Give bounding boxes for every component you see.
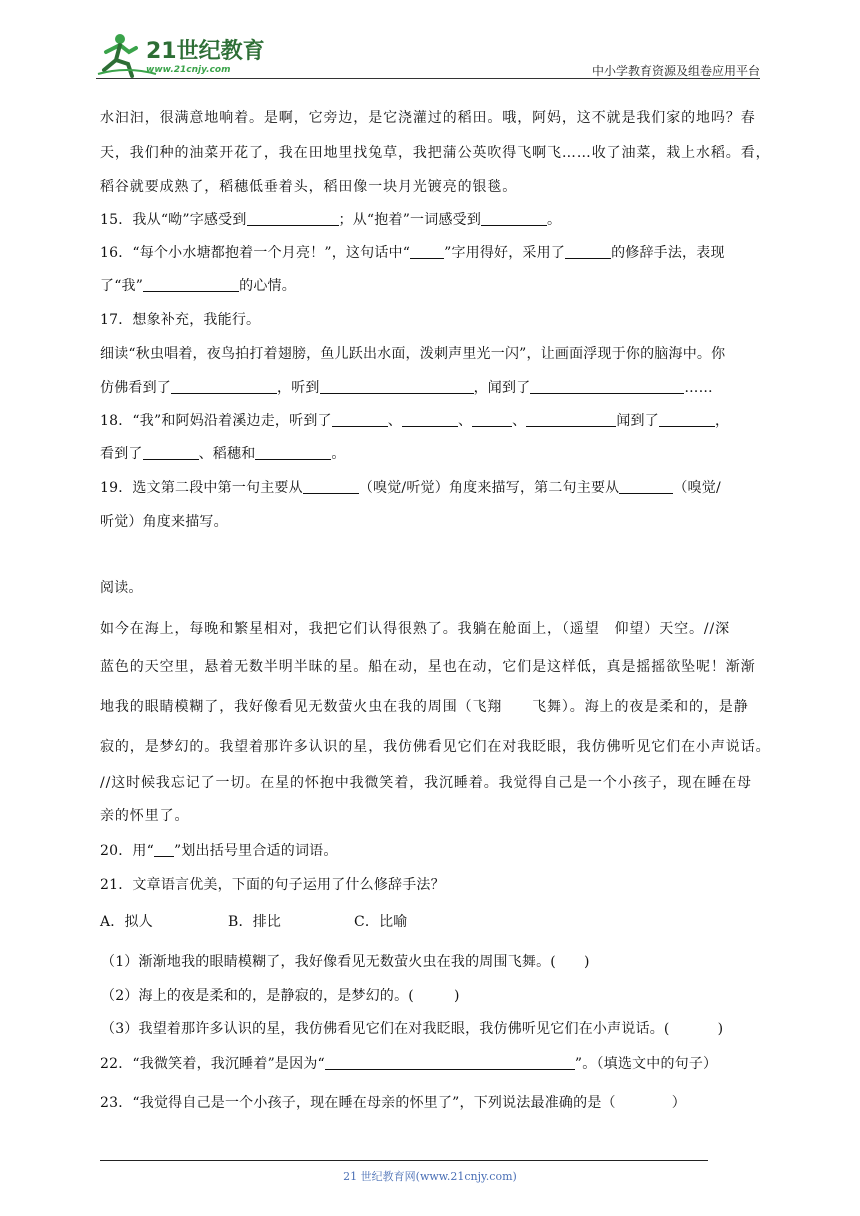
- answer-blank[interactable]: [320, 379, 474, 394]
- question-23: 23．“我觉得自己是一个小孩子，现在睡在母亲的怀里了”，下列说法最准确的是（ ）: [100, 1095, 686, 1111]
- passage2-line: //这时候我忘记了一切。在星的怀抱中我微笑着，我沉睡着。我觉得自己是一个小孩子，现在睡在母: [100, 775, 752, 791]
- question-19: 19．选文第二段中第一句主要从 （嗅觉/听觉）角度来描写，第二句主要从 （嗅觉/: [100, 480, 721, 496]
- question-21-item: （2）海上的夜是柔和的，是静寂的，是梦幻的。( ): [101, 988, 460, 1004]
- answer-blank[interactable]: [659, 412, 715, 427]
- reading-label: 阅读。: [100, 580, 143, 596]
- question-21-item: （1）渐渐地我的眼睛模糊了，我好像看见无数萤火虫在我的周围飞舞。( ): [101, 954, 590, 970]
- header-divider: [96, 78, 760, 79]
- passage1-line: 稻谷就要成熟了，稻穗低垂着头，稻田像一块月光镀亮的银毯。: [100, 179, 518, 195]
- answer-blank[interactable]: [143, 445, 199, 460]
- question-21-options: [100, 911, 408, 931]
- passage1-line: 水汩汩，很满意地响着。是啊，它旁边，是它浇灌过的稻田。哦，阿妈，这不就是我们家的地吗？春: [100, 110, 756, 126]
- answer-blank[interactable]: [414, 988, 454, 1002]
- underline-sample: [154, 842, 174, 857]
- question-17-prompt: 细读“秋虫唱着，夜鸟拍打着翅膀，鱼儿跃出水面，泼刺声里光一闪”，让画面浮现于你的脑海中。你: [100, 346, 726, 362]
- page-header: [96, 30, 760, 82]
- passage2-line: 地我的眼睛模糊了，我好像看见无数萤火虫在我的周围（飞翔 飞舞）。海上的夜是柔和的，是静: [100, 699, 749, 715]
- passage1-line: 天，我们种的油菜开花了，我在田地里找兔草，我把蒲公英吹得飞啊飞……收了油菜，栽上水稻。看，: [100, 145, 771, 161]
- passage2-line: 寂的，是梦幻的。我望着那许多认识的星，我仿佛看见它们在对我眨眼，我仿佛听见它们在小声说话。: [100, 739, 771, 755]
- answer-blank[interactable]: [556, 954, 584, 968]
- passage2-line: 蓝色的天空里，悬着无数半明半昧的星。船在动，星也在动，它们是这样低，真是摇摇欲坠呢！渐渐: [100, 659, 756, 675]
- answer-blank[interactable]: [670, 1021, 718, 1035]
- answer-blank[interactable]: [402, 412, 458, 427]
- answer-blank[interactable]: [303, 479, 359, 494]
- answer-blank[interactable]: [410, 244, 444, 259]
- option-b: B．排比: [228, 914, 282, 930]
- answer-blank[interactable]: [619, 479, 673, 494]
- question-18-cont: 看到了 、稻穗和 。: [100, 446, 346, 462]
- question-18: 18．“我”和阿妈沿着溪边走，听到了 、 、 、 闻到了 ，: [100, 413, 730, 429]
- answer-blank[interactable]: [143, 277, 239, 292]
- option-a: A．拟人: [100, 914, 153, 930]
- footer-text: 21 世纪教育网(www.21cnjy.com): [343, 1170, 517, 1183]
- answer-blank[interactable]: [247, 211, 339, 226]
- answer-blank[interactable]: [526, 412, 616, 427]
- answer-blank[interactable]: [472, 412, 512, 427]
- answer-blank[interactable]: [565, 244, 611, 259]
- answer-blank[interactable]: [255, 445, 331, 460]
- footer-divider: [100, 1160, 708, 1161]
- question-17-answer: 仿佛看到了 ，听到 ，闻到了 ……: [100, 380, 713, 396]
- question-15: 15．我从“呦”字感受到 ；从“抱着”一词感受到 。: [100, 212, 562, 228]
- logo-url: www.21cnjy.com: [146, 65, 231, 75]
- answer-blank[interactable]: [332, 412, 388, 427]
- question-21-item: （3）我望着那许多认识的星，我仿佛看见它们在对我眨眼，我仿佛听见它们在小声说话。( ): [101, 1021, 724, 1037]
- answer-blank[interactable]: [481, 211, 547, 226]
- question-22: 22．“我微笑着，我沉睡着”是因为“ ”。（填选文中的句子）: [100, 1056, 718, 1072]
- answer-blank[interactable]: [530, 379, 684, 394]
- option-c: C．比喻: [354, 914, 408, 930]
- answer-blank[interactable]: [325, 1055, 575, 1070]
- site-logo: [96, 30, 266, 80]
- question-19-cont: 听觉）角度来描写。: [100, 514, 228, 530]
- question-16: 16．“每个小水塘都抱着一个月亮！”，这句话中“ ”字用得好，采用了 的修辞手法，表现: [100, 245, 725, 261]
- answer-blank[interactable]: [171, 379, 277, 394]
- question-16-cont: 了“我” 的心情。: [100, 278, 296, 294]
- question-21-title: 21．文章语言优美，下面的句子运用了什么修辞手法？: [100, 877, 445, 893]
- passage2-line: 如今在海上，每晚和繁星相对，我把它们认得很熟了。我躺在舱面上，（遥望 仰望）天空。//深: [100, 621, 731, 637]
- logo-text: 21世纪教育: [146, 39, 265, 64]
- passage2-line: 亲的怀里了。: [100, 808, 190, 824]
- question-17-title: 17．想象补充，我能行。: [100, 312, 261, 328]
- platform-name: 中小学教育资源及组卷应用平台: [591, 64, 760, 78]
- answer-blank[interactable]: [616, 1095, 672, 1109]
- question-20: 20．用“ ”划出括号里合适的词语。: [100, 843, 338, 859]
